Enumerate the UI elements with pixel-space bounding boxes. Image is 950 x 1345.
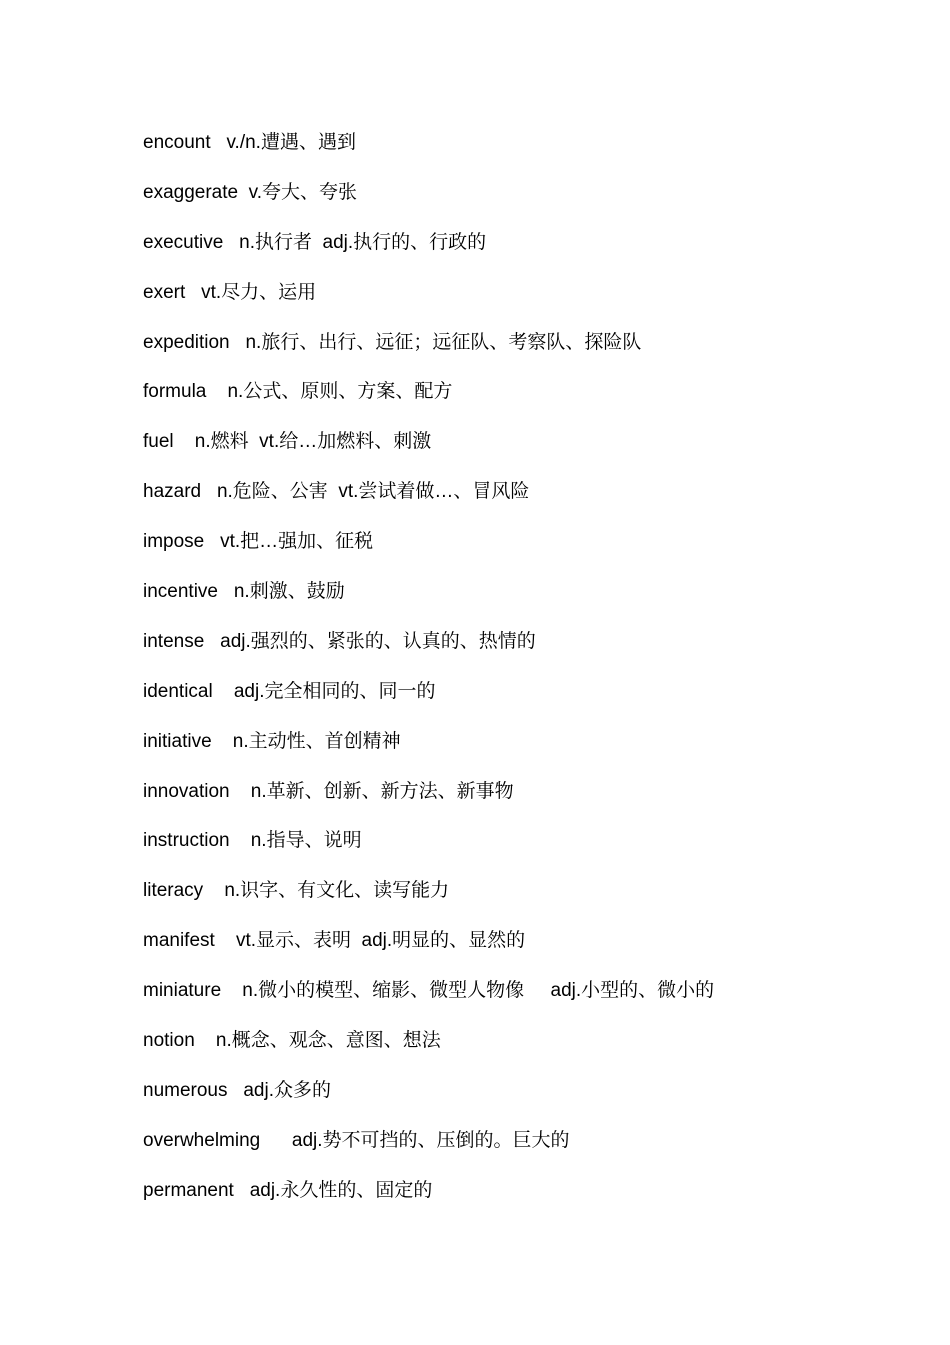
- vocab-word: identical: [143, 680, 213, 702]
- vocab-word: formula: [143, 381, 207, 403]
- vocab-word: manifest: [143, 930, 215, 952]
- vocab-definition: adj.永久性的、固定的: [249, 1179, 433, 1201]
- vocab-entry: [143, 627, 863, 677]
- vocab-entry: [143, 677, 863, 727]
- vocab-gap: [215, 930, 236, 951]
- vocab-entry: [143, 577, 863, 627]
- vocab-entry: [143, 128, 863, 178]
- vocab-entry: [143, 1076, 863, 1126]
- vocab-gap: [212, 731, 233, 752]
- vocab-entry: [143, 278, 863, 328]
- vocab-word: literacy: [143, 880, 204, 902]
- vocab-definition: adj.完全相同的、同一的: [233, 680, 436, 702]
- vocab-word: initiative: [143, 730, 212, 752]
- vocab-entry: [143, 1176, 863, 1226]
- vocab-word: hazard: [143, 481, 202, 503]
- vocab-word: intense: [143, 630, 205, 652]
- vocab-definition: n.公式、原则、方案、配方: [227, 381, 453, 403]
- vocab-gap: [228, 1080, 244, 1101]
- vocab-definition: vt.把…强加、征税: [220, 531, 374, 553]
- vocab-word: permanent: [143, 1179, 234, 1201]
- vocab-gap: [230, 781, 251, 802]
- vocab-word: overwhelming: [143, 1129, 261, 1151]
- vocab-definition: n.概念、观念、意图、想法: [215, 1030, 441, 1052]
- vocab-entry: [143, 477, 863, 527]
- vocab-entry: [143, 777, 863, 827]
- vocab-gap: [174, 431, 195, 452]
- vocab-definition: v.夸大、夸张: [248, 181, 358, 203]
- vocab-word: impose: [143, 531, 205, 553]
- vocab-definition: adj.势不可挡的、压倒的。巨大的: [291, 1129, 570, 1151]
- vocab-gap: [234, 1180, 250, 1201]
- vocab-entry: [143, 826, 863, 876]
- vocab-definition: n.刺激、鼓励: [233, 581, 345, 603]
- vocab-definition: v./n.遭遇、遇到: [226, 132, 356, 153]
- vocab-gap: [203, 880, 224, 901]
- vocab-gap: [211, 132, 227, 153]
- vocab-gap: [221, 980, 242, 1001]
- vocab-word: miniature: [143, 980, 222, 1002]
- vocab-definition: n.指导、说明: [250, 830, 362, 852]
- vocab-word: fuel: [143, 431, 174, 453]
- vocab-entry: [143, 1026, 863, 1076]
- vocab-definition: adj.众多的: [243, 1079, 331, 1101]
- vocab-definition: n.主动性、首创精神: [232, 730, 401, 752]
- vocab-definition: adj.强烈的、紧张的、认真的、热情的: [220, 630, 536, 652]
- vocab-gap: [230, 332, 246, 353]
- vocab-gap: [230, 830, 251, 851]
- vocab-gap: [260, 1130, 292, 1151]
- vocab-entry: [143, 178, 863, 228]
- vocab-definition: n.燃料 vt.给…加燃料、刺激: [194, 431, 432, 453]
- vocab-word: executive: [143, 231, 224, 253]
- vocab-gap: [238, 182, 249, 203]
- vocab-entry: [143, 926, 863, 976]
- vocab-entry: [143, 976, 863, 1026]
- vocab-entry: [143, 377, 863, 427]
- vocab-definition: vt.显示、表明 adj.明显的、显然的: [235, 930, 526, 952]
- vocab-gap: [201, 481, 217, 502]
- vocab-definition: n.微小的模型、缩影、微型人物像 adj.小型的、微小的: [242, 980, 715, 1002]
- vocab-word: numerous: [143, 1079, 228, 1101]
- vocab-entry: [143, 1126, 863, 1176]
- vocab-gap: [218, 581, 234, 602]
- vocab-definition: n.危险、公害 vt.尝试着做…、冒风险: [216, 481, 530, 503]
- vocab-word: encount: [143, 132, 211, 153]
- vocab-definition: vt.尽力、运用: [201, 281, 317, 303]
- vocab-gap: [195, 1030, 216, 1051]
- vocab-gap: [204, 531, 220, 552]
- vocab-entry: [143, 727, 863, 777]
- vocab-entry: [143, 427, 863, 477]
- vocab-gap: [213, 681, 234, 702]
- vocab-word: innovation: [143, 780, 230, 802]
- vocab-word: exert: [143, 281, 186, 303]
- vocab-word: incentive: [143, 581, 218, 603]
- vocab-word: instruction: [143, 830, 230, 852]
- vocab-entry: [143, 527, 863, 577]
- vocab-gap: [185, 282, 201, 303]
- vocab-word: notion: [143, 1030, 195, 1052]
- vocab-definition: n.执行者 adj.执行的、行政的: [239, 231, 487, 253]
- vocabulary-list: [143, 128, 863, 1226]
- vocab-definition: n.旅行、出行、远征；远征队、考察队、探险队: [245, 331, 642, 353]
- vocab-word: expedition: [143, 331, 230, 353]
- vocab-entry: [143, 876, 863, 926]
- vocab-gap: [223, 232, 239, 253]
- vocab-gap: [204, 631, 220, 652]
- vocab-word: exaggerate: [143, 181, 239, 203]
- vocab-entry: [143, 228, 863, 278]
- vocab-definition: n.识字、有文化、读写能力: [224, 880, 450, 902]
- vocab-entry: [143, 328, 863, 378]
- vocab-gap: [206, 381, 227, 402]
- vocab-definition: n.革新、创新、新方法、新事物: [250, 780, 514, 802]
